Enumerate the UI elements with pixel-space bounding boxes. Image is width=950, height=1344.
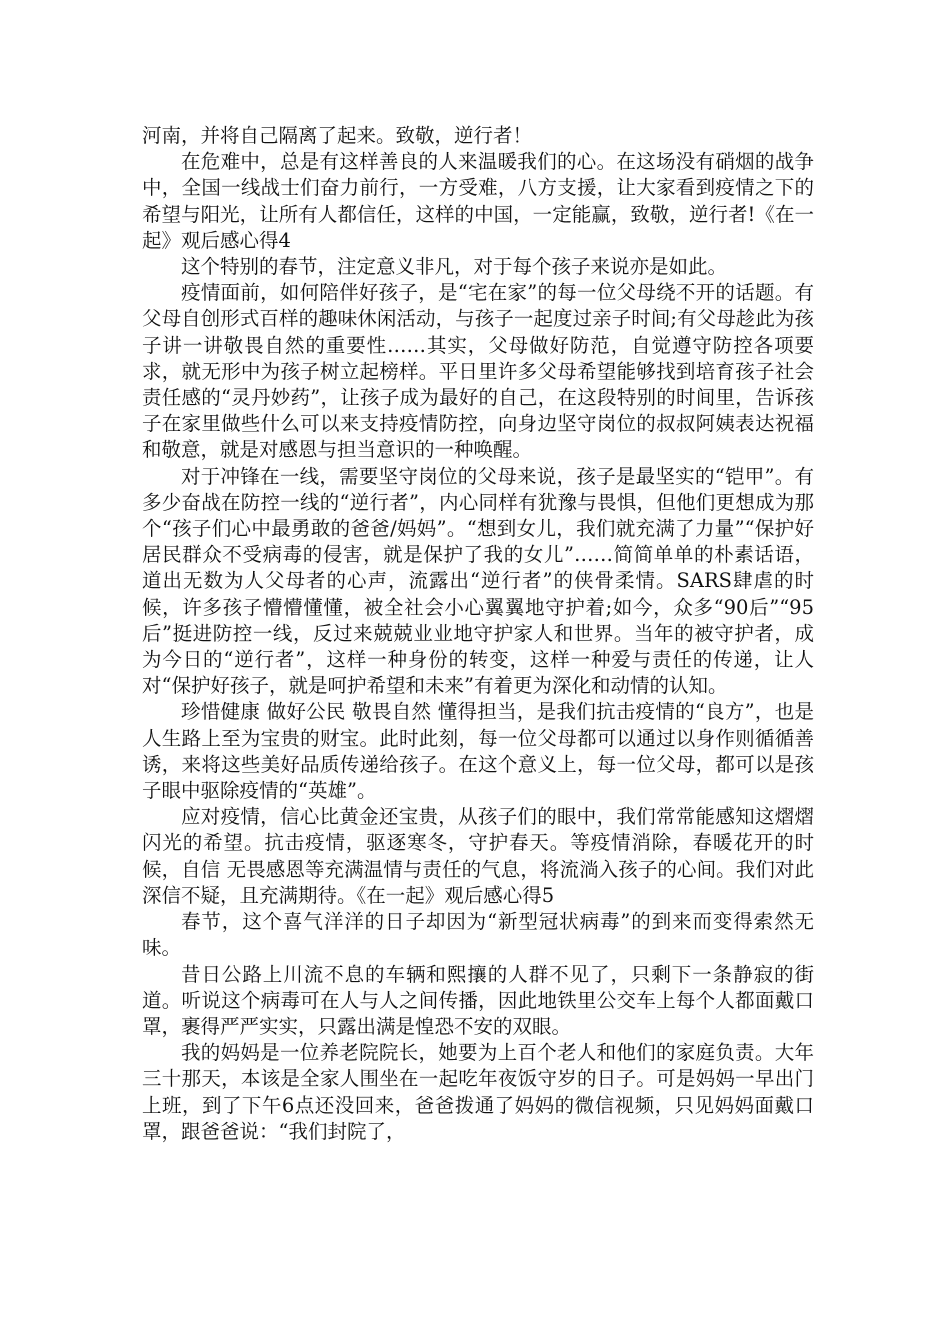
paragraph-9: 昔日公路上川流不息的车辆和熙攘的人群不见了，只剩下一条静寂的街道。听说这个病毒可在人与人之间传播，因此地铁里公交车上每个人都面戴口罩，裹得严严实实，只露出满是惶恐不安的双眼。: [142, 962, 814, 1038]
document-body: [142, 123, 814, 1145]
paragraph-2: 在危难中，总是有这样善良的人来温暖我们的心。在这场没有硝烟的战争中，全国一线战士们奋力前行，一方受难，八方支援，让大家看到疫情之下的希望与阳光，让所有人都信任，这样的中国，一定能赢，致敬，逆行者!《在一起》观后感心得4: [142, 150, 814, 252]
paragraph-5: 对于冲锋在一线，需要坚守岗位的父母来说，孩子是最坚实的“铠甲”。有多少奋战在防控一线的“逆行者”，内心同样有犹豫与畏惧，但他们更想成为那个“孩子们心中最勇敢的爸爸/妈妈”。“想到女儿，我们就充满了力量”“保护好居民群众不受病毒的侵害，就是保护了我的女儿”……简简单单的朴素话语，道出无数为人父母者的心声，流露出“逆行者”的侠骨柔情。SARS肆虐的时候，许多孩子懵懵懂懂，被全社会小心翼翼地守护着;如今，众多“90后”“95后”挺进防控一线，反过来兢兢业业地守护家人和世界。当年的被守护者，成为今日的“逆行者”，这样一种身份的转变，这样一种爱与责任的传递，让人对“保护好孩子，就是呵护希望和未来”有着更为深化和动情的认知。: [142, 464, 814, 698]
paragraph-6: 珍惜健康 做好公民 敬畏自然 懂得担当，是我们抗击疫情的“良方”，也是人生路上至为宝贵的财宝。此时此刻，每一位父母都可以通过以身作则循循善诱，来将这些美好品质传递给孩子。在这个意义上，每一位父母，都可以是孩子眼中驱除疫情的“英雄”。: [142, 700, 814, 803]
paragraph-10: 我的妈妈是一位养老院院长，她要为上百个老人和他们的家庭负责。大年三十那天，本该是全家人围坐在一起吃年夜饭守岁的日子。可是妈妈一早出门上班，到了下午6点还没回来，爸爸拨通了妈妈的微信视频，只见妈妈面戴口罩，跟爸爸说：“我们封院了，: [142, 1041, 814, 1143]
paragraph-3: 这个特别的春节，注定意义非凡，对于每个孩子来说亦是如此。: [181, 255, 728, 279]
paragraph-4: 疫情面前，如何陪伴好孩子，是“宅在家”的每一位父母绕不开的话题。有父母自创形式百样的趣味休闲活动，与孩子一起度过亲子时间;有父母趁此为孩子讲一讲敬畏自然的重要性……其实，父母做好防范，自觉遵守防控各项要求，就无形中为孩子树立起榜样。平日里许多父母希望能够找到培育孩子社会责任感的“灵丹妙药”，让孩子成为最好的自己，在这段特别的时间里，告诉孩子在家里做些什么可以来支持疫情防控，向身边坚守岗位的叔叔阿姨表达祝福和敬意，就是对感恩与担当意识的一种唤醒。: [142, 281, 814, 462]
paragraph-1: 河南，并将自己隔离了起来。致敬，逆行者！: [142, 124, 533, 147]
paragraph-8: 春节，这个喜气洋洋的日子却因为“新型冠状病毒”的到来而变得索然无味。: [142, 910, 814, 960]
paragraph-7: 应对疫情，信心比黄金还宝贵，从孩子们的眼中，我们常常能感知这熠熠闪光的希望。抗击疫情，驱逐寒冬，守护春天。等疫情消除，春暖花开的时候，自信 无畏感恩等充满温情与责任的气息，将流淌入孩子的心间。我们对此深信不疑，且充满期待。《在一起》观后感心得5: [142, 805, 814, 907]
